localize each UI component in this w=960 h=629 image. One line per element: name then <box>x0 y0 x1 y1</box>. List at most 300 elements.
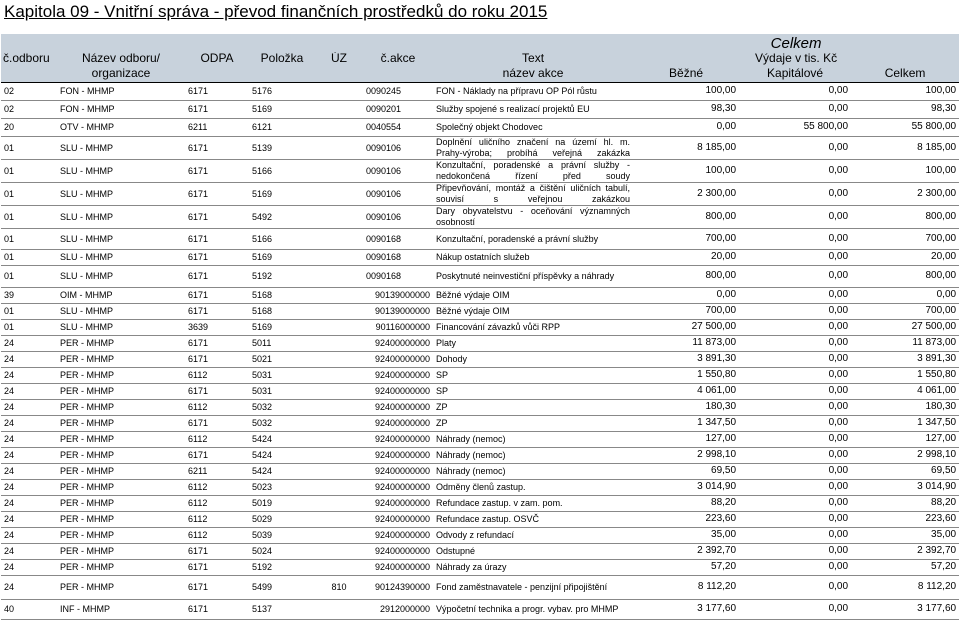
cell-odpa: 6171 <box>188 386 209 396</box>
cell-odbor: 01 <box>4 165 15 176</box>
cell-odpa: 6171 <box>188 142 209 153</box>
cell-polozka: 5032 <box>252 402 273 412</box>
cell-nazev: FON - MHMP <box>60 86 115 96</box>
cell-akce: 92400000000 <box>374 562 430 572</box>
cell-akce: 0090168 <box>366 271 402 281</box>
cell-odbor: 24 <box>4 562 15 572</box>
cell-celkem: 223,60 <box>925 513 957 524</box>
cell-text: SP <box>436 386 449 396</box>
cell-odbor: 24 <box>4 530 15 540</box>
cell-kap: 0,00 <box>828 465 849 476</box>
cell-akce: 92400000000 <box>374 466 430 476</box>
header-text-1: Text <box>433 52 633 65</box>
cell-kap: 0,00 <box>828 545 849 556</box>
header-celkem-col: Celkem <box>851 65 959 82</box>
cell-odbor: 01 <box>4 306 15 316</box>
cell-nazev: PER - MHMP <box>60 434 114 444</box>
cell-polozka: 5019 <box>252 498 273 508</box>
cell-celkem: 3 177,60 <box>917 603 957 614</box>
cell-polozka: 5169 <box>252 188 273 199</box>
cell-celkem: 35,00 <box>931 529 957 540</box>
cell-kap: 0,00 <box>828 141 849 153</box>
cell-odpa: 6112 <box>188 402 208 412</box>
cell-kap: 0,00 <box>828 401 849 412</box>
cell-bezne: 100,00 <box>705 85 737 96</box>
cell-odpa: 6112 <box>188 498 208 508</box>
cell-nazev: PER - MHMP <box>60 338 114 348</box>
cell-bezne: 98,30 <box>711 103 737 114</box>
cell-nazev: OTV - MHMP <box>60 122 114 132</box>
header-vydaje: Výdaje v tis. Kč <box>633 52 959 65</box>
cell-odpa: 6171 <box>188 306 209 316</box>
cell-bezne: 2 392,70 <box>697 545 737 556</box>
cell-odpa: 6112 <box>188 370 208 380</box>
table-row <box>1 463 959 479</box>
table-row <box>1 100 959 118</box>
cell-akce: 92400000000 <box>374 418 430 428</box>
cell-polozka: 5021 <box>252 354 273 364</box>
cell-kap: 0,00 <box>828 497 849 508</box>
cell-odbor: 01 <box>4 142 15 153</box>
cell-polozka: 5024 <box>252 546 273 556</box>
cell-nazev: PER - MHMP <box>60 582 114 592</box>
header-odpa: ODPA <box>185 52 249 65</box>
cell-uz <box>315 182 363 205</box>
cell-uz <box>315 159 363 182</box>
cell-celkem: 1 550,80 <box>917 369 957 380</box>
cell-celkem: 700,00 <box>925 305 957 316</box>
cell-uz <box>315 118 363 136</box>
cell-kap: 0,00 <box>828 210 849 222</box>
cell-akce: 2912000000 <box>379 604 430 614</box>
cell-nazev: PER - MHMP <box>60 562 114 572</box>
cell-akce: 92400000000 <box>374 450 430 460</box>
cell-odpa: 6171 <box>188 233 209 244</box>
cell-celkem: 3 891,30 <box>917 353 957 364</box>
cell-akce: 92400000000 <box>374 338 430 348</box>
budget-table <box>1 34 959 620</box>
cell-akce: 0090106 <box>366 188 402 199</box>
cell-akce: 0090106 <box>366 142 402 153</box>
cell-text: Odvody z refundací <box>436 530 515 540</box>
cell-akce: 92400000000 <box>374 498 430 508</box>
cell-odpa: 6171 <box>188 165 209 176</box>
cell-odpa: 6171 <box>188 86 209 96</box>
cell-kap: 0,00 <box>828 433 849 444</box>
cell-odbor: 20 <box>4 122 15 132</box>
cell-text: Fond zaměstnavatele - penzijní připojištění <box>436 582 608 592</box>
cell-nazev: PER - MHMP <box>60 450 114 460</box>
cell-akce: 92400000000 <box>374 530 430 540</box>
cell-odpa: 6171 <box>188 252 209 262</box>
cell-polozka: 5168 <box>252 290 273 300</box>
cell-akce: 0090106 <box>366 211 402 222</box>
cell-bezne: 1 347,50 <box>697 417 737 428</box>
cell-polozka: 5139 <box>252 142 273 153</box>
cell-bezne: 88,20 <box>711 497 737 508</box>
cell-celkem: 127,00 <box>925 433 957 444</box>
cell-odbor: 24 <box>4 338 15 348</box>
cell-nazev: PER - MHMP <box>60 498 114 508</box>
cell-odbor: 24 <box>4 450 15 460</box>
cell-uz <box>315 303 363 319</box>
cell-text: Náhrady (nemoc) <box>436 466 506 476</box>
cell-nazev: PER - MHMP <box>60 530 114 540</box>
cell-nazev: SLU - MHMP <box>60 142 114 153</box>
cell-kap: 0,00 <box>828 305 849 316</box>
cell-uz <box>315 559 363 575</box>
table-row <box>1 136 959 159</box>
cell-bezne: 57,20 <box>711 561 737 572</box>
cell-akce: 92400000000 <box>374 354 430 364</box>
cell-odpa: 6171 <box>188 104 209 114</box>
cell-akce: 0090106 <box>366 165 402 176</box>
header-celkem: Celkem <box>633 34 959 52</box>
table-row <box>1 319 959 335</box>
cell-kap: 0,00 <box>828 232 849 244</box>
cell-bezne: 700,00 <box>705 305 737 316</box>
cell-polozka: 5166 <box>252 165 273 176</box>
header-kapitalove: Kapitálové <box>739 65 851 82</box>
cell-celkem: 0,00 <box>936 289 957 300</box>
table-row <box>1 335 959 351</box>
cell-kap: 0,00 <box>828 513 849 524</box>
cell-uz <box>315 511 363 527</box>
page-title: Kapitola 09 - Vnitřní správa - převod finančních prostředků do roku 2015 <box>4 2 548 21</box>
header-nazev-2: organizace <box>57 65 185 82</box>
cell-nazev: FON - MHMP <box>60 104 115 114</box>
cell-celkem: 4 061,00 <box>917 385 957 396</box>
cell-nazev: PER - MHMP <box>60 418 114 428</box>
cell-uz <box>315 543 363 559</box>
cell-odpa: 6171 <box>188 418 209 428</box>
header-blank-1 <box>1 65 57 82</box>
cell-kap: 0,00 <box>828 251 849 262</box>
cell-odbor: 24 <box>4 514 15 524</box>
cell-uz <box>315 479 363 495</box>
cell-polozka: 5023 <box>252 482 273 492</box>
cell-bezne: 800,00 <box>705 210 737 222</box>
cell-nazev: PER - MHMP <box>60 546 114 556</box>
cell-bezne: 27 500,00 <box>691 321 737 332</box>
cell-odbor: 24 <box>4 386 15 396</box>
cell-odbor: 02 <box>4 86 15 96</box>
table-row <box>1 431 959 447</box>
table-row <box>1 415 959 431</box>
cell-odpa: 6112 <box>188 514 208 524</box>
cell-nazev: PER - MHMP <box>60 354 114 364</box>
cell-celkem: 20,00 <box>931 251 957 262</box>
cell-bezne: 3 014,90 <box>697 481 737 492</box>
table-row <box>1 527 959 543</box>
cell-text: SP <box>436 370 449 380</box>
cell-akce: 0090201 <box>366 104 402 114</box>
cell-nazev: PER - MHMP <box>60 402 114 412</box>
cell-nazev: SLU - MHMP <box>60 233 114 244</box>
cell-celkem: 100,00 <box>925 85 957 96</box>
cell-text: Služby spojené s realizací projektů EU <box>436 104 590 114</box>
cell-uz <box>315 447 363 463</box>
cell-akce: 0090245 <box>366 86 402 96</box>
cell-kap: 0,00 <box>828 187 849 199</box>
cell-nazev: PER - MHMP <box>60 370 114 380</box>
table-row <box>1 479 959 495</box>
cell-polozka: 5011 <box>252 338 272 348</box>
cell-text: Dohody <box>436 354 468 364</box>
cell-odpa: 3639 <box>188 322 209 332</box>
cell-text: ZP <box>436 418 448 428</box>
cell-akce: 92400000000 <box>374 386 430 396</box>
table-row <box>1 287 959 303</box>
cell-polozka: 5137 <box>252 604 273 614</box>
cell-bezne: 700,00 <box>705 232 737 244</box>
cell-celkem: 100,00 <box>925 164 957 176</box>
cell-akce: 92400000000 <box>374 402 430 412</box>
cell-akce: 90139000000 <box>374 306 430 316</box>
cell-odpa: 6171 <box>188 546 209 556</box>
cell-uz <box>315 463 363 479</box>
cell-uz <box>315 287 363 303</box>
cell-odpa: 6171 <box>188 604 209 614</box>
header-uz: ÚZ <box>315 52 363 65</box>
cell-odbor: 01 <box>4 252 15 262</box>
cell-celkem: 2 998,10 <box>917 449 957 460</box>
cell-odbor: 01 <box>4 271 15 281</box>
cell-uz <box>315 351 363 367</box>
cell-text: Společný objekt Chodovec <box>436 122 543 132</box>
cell-polozka: 5029 <box>252 514 273 524</box>
cell-nazev: INF - MHMP <box>60 604 110 614</box>
header-akce: č.akce <box>363 52 433 65</box>
cell-polozka: 5492 <box>252 211 273 222</box>
cell-uz <box>315 495 363 511</box>
header-spacer <box>1 34 633 52</box>
table-row <box>1 351 959 367</box>
cell-polozka: 5039 <box>252 530 273 540</box>
cell-polozka: 5031 <box>252 386 273 396</box>
cell-bezne: 69,50 <box>711 465 737 476</box>
cell-bezne: 35,00 <box>711 529 737 540</box>
cell-text: Poskytnuté neinvestiční příspěvky a náhrady <box>436 271 615 281</box>
cell-odbor: 40 <box>4 604 15 614</box>
header-odbor: č.odboru <box>1 52 57 65</box>
cell-odbor: 24 <box>4 498 15 508</box>
cell-nazev: PER - MHMP <box>60 386 114 396</box>
cell-kap: 0,00 <box>828 270 849 281</box>
cell-polozka: 5499 <box>252 582 273 592</box>
cell-celkem: 27 500,00 <box>911 321 957 332</box>
table-row <box>1 228 959 249</box>
cell-polozka: 5169 <box>252 252 273 262</box>
table-row <box>1 367 959 383</box>
cell-uz <box>315 383 363 399</box>
cell-polozka: 5032 <box>252 418 273 428</box>
cell-text: Odstupné <box>436 546 476 556</box>
cell-celkem: 98,30 <box>931 103 957 114</box>
cell-celkem: 55 800,00 <box>911 121 957 132</box>
cell-uz <box>315 319 363 335</box>
cell-uz <box>315 335 363 351</box>
cell-odpa: 6211 <box>188 466 208 476</box>
cell-nazev: OIM - MHMP <box>60 290 113 300</box>
cell-celkem: 11 873,00 <box>912 337 957 348</box>
cell-odbor: 01 <box>4 188 15 199</box>
cell-odpa: 6112 <box>188 434 208 444</box>
cell-polozka: 5169 <box>252 322 273 332</box>
cell-odpa: 6171 <box>188 290 209 300</box>
cell-kap: 0,00 <box>828 385 849 396</box>
cell-text: Běžné výdaje OIM <box>436 290 510 300</box>
cell-odbor: 24 <box>4 546 15 556</box>
cell-odpa: 6171 <box>188 211 209 222</box>
cell-kap: 0,00 <box>828 164 849 176</box>
cell-text: Konzultační, poradenské a právní služby <box>436 233 599 244</box>
cell-uz <box>315 205 363 228</box>
cell-odpa: 6112 <box>188 482 208 492</box>
table-row <box>1 399 959 415</box>
cell-uz <box>315 527 363 543</box>
cell-celkem: 8 112,20 <box>917 581 957 592</box>
cell-odbor: 24 <box>4 466 15 476</box>
cell-kap: 0,00 <box>828 581 849 592</box>
table-row <box>1 303 959 319</box>
cell-kap: 0,00 <box>828 417 849 428</box>
cell-text: Refundace zastup. v zam. pom. <box>436 498 563 508</box>
cell-text: Náhrady za úrazy <box>436 562 507 572</box>
cell-bezne: 4 061,00 <box>697 385 737 396</box>
cell-celkem: 800,00 <box>925 210 957 222</box>
header-polozka: Položka <box>249 52 315 65</box>
cell-odpa: 6171 <box>188 354 209 364</box>
header-text-2: název akce <box>433 65 633 82</box>
cell-akce: 92400000000 <box>374 514 430 524</box>
cell-polozka: 5424 <box>252 450 273 460</box>
cell-text: Financování závazků vůči RPP <box>436 322 561 332</box>
cell-bezne: 20,00 <box>711 251 737 262</box>
cell-celkem: 69,50 <box>931 465 957 476</box>
cell-celkem: 3 014,90 <box>917 481 957 492</box>
cell-polozka: 5424 <box>252 434 273 444</box>
cell-uz <box>315 399 363 415</box>
cell-kap: 0,00 <box>828 353 849 364</box>
cell-bezne: 3 177,60 <box>697 603 737 614</box>
cell-kap: 55 800,00 <box>803 121 849 132</box>
cell-bezne: 2 300,00 <box>697 187 737 199</box>
cell-text: Platy <box>436 338 457 348</box>
table-row <box>1 495 959 511</box>
cell-odbor: 01 <box>4 211 15 222</box>
cell-bezne: 0,00 <box>716 121 737 132</box>
cell-uz <box>315 265 363 287</box>
table-row <box>1 82 959 100</box>
cell-nazev: SLU - MHMP <box>60 271 114 281</box>
cell-uz <box>315 249 363 265</box>
cell-uz <box>315 228 363 249</box>
cell-odbor: 01 <box>4 233 15 244</box>
cell-celkem: 8 185,00 <box>917 141 957 153</box>
cell-akce: 0090168 <box>366 233 402 244</box>
cell-odpa: 6171 <box>188 562 209 572</box>
cell-polozka: 6121 <box>252 122 273 132</box>
cell-celkem: 2 392,70 <box>917 545 957 556</box>
cell-text: Náhrady (nemoc) <box>436 434 506 444</box>
cell-bezne: 100,00 <box>705 164 737 176</box>
cell-odpa: 6171 <box>188 271 209 281</box>
cell-odpa: 6112 <box>188 530 208 540</box>
cell-nazev: SLU - MHMP <box>60 306 114 316</box>
cell-text: Doplnění uličního značení na území hl. m. Prahy-výroba; probíhá veřejná zakázka <box>436 136 631 158</box>
cell-odbor: 39 <box>4 290 15 300</box>
cell-uz <box>315 415 363 431</box>
cell-text: Náhrady (nemoc) <box>436 450 506 460</box>
cell-polozka: 5192 <box>252 562 273 572</box>
cell-akce: 92400000000 <box>374 482 430 492</box>
cell-kap: 0,00 <box>828 103 849 114</box>
cell-akce: 92400000000 <box>374 546 430 556</box>
cell-kap: 0,00 <box>828 337 849 348</box>
cell-odbor: 24 <box>4 354 15 364</box>
cell-kap: 0,00 <box>828 85 849 96</box>
cell-nazev: SLU - MHMP <box>60 165 114 176</box>
cell-nazev: SLU - MHMP <box>60 252 114 262</box>
cell-nazev: SLU - MHMP <box>60 322 114 332</box>
cell-bezne: 2 998,10 <box>697 449 737 460</box>
cell-celkem: 88,20 <box>931 497 957 508</box>
cell-uz <box>315 100 363 118</box>
cell-bezne: 8 112,20 <box>697 581 737 592</box>
cell-akce: 0040554 <box>366 122 402 132</box>
table-row <box>1 575 959 599</box>
cell-odpa: 6171 <box>188 582 209 592</box>
cell-odbor: 24 <box>4 582 15 592</box>
cell-odpa: 6171 <box>188 450 209 460</box>
cell-bezne: 223,60 <box>705 513 737 524</box>
cell-polozka: 5166 <box>252 233 273 244</box>
cell-text: ZP <box>436 402 448 412</box>
cell-akce: 0090168 <box>366 252 402 262</box>
table-row <box>1 118 959 136</box>
table-row <box>1 559 959 575</box>
cell-odbor: 24 <box>4 434 15 444</box>
cell-text: Nákup ostatních služeb <box>436 252 530 262</box>
cell-nazev: PER - MHMP <box>60 466 114 476</box>
cell-odbor: 24 <box>4 402 15 412</box>
cell-uz <box>315 599 363 619</box>
cell-polozka: 5169 <box>252 104 273 114</box>
cell-bezne: 11 873,00 <box>692 337 737 348</box>
cell-kap: 0,00 <box>828 321 849 332</box>
table-row <box>1 599 959 619</box>
table-row <box>1 205 959 228</box>
cell-text: Odměny členů zastup. <box>436 482 526 492</box>
cell-text: Připevňování, montáž a čištění uličních tabulí, souvisí s veřejnou zakázkou <box>436 182 631 204</box>
cell-bezne: 0,00 <box>716 289 737 300</box>
table-row <box>1 383 959 399</box>
cell-uz <box>315 367 363 383</box>
cell-odbor: 01 <box>4 322 15 332</box>
cell-odbor: 24 <box>4 482 15 492</box>
cell-odpa: 6211 <box>188 122 208 132</box>
table-row <box>1 182 959 205</box>
table-row <box>1 543 959 559</box>
cell-odbor: 02 <box>4 104 15 114</box>
cell-text: Výpočetní technika a progr. vybav. pro MHMP <box>436 604 619 614</box>
cell-akce: 90124390000 <box>374 582 430 592</box>
table-row <box>1 159 959 182</box>
cell-polozka: 5192 <box>252 271 273 281</box>
cell-celkem: 57,20 <box>931 561 957 572</box>
cell-bezne: 8 185,00 <box>697 141 737 153</box>
